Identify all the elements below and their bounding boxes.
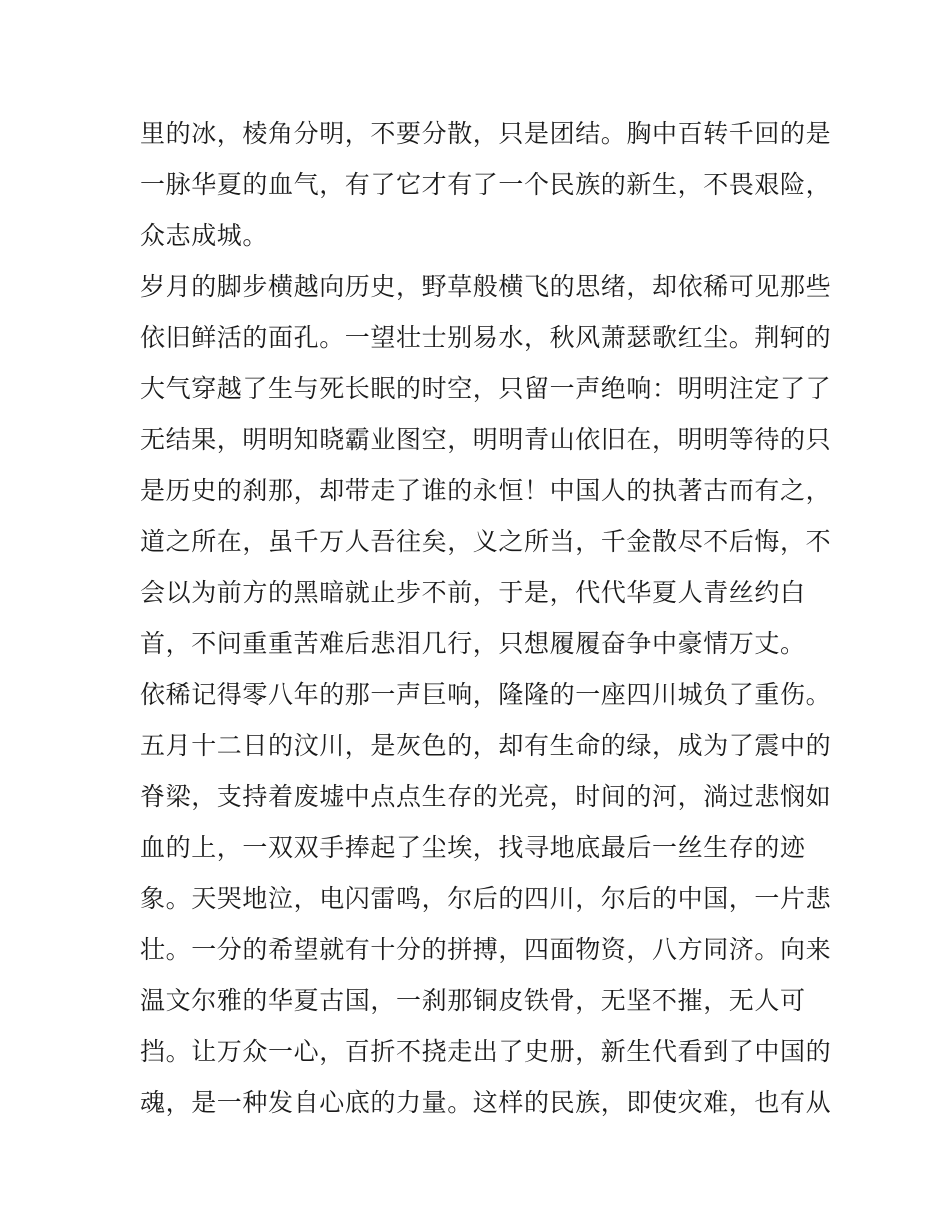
body-text — [140, 108, 832, 1128]
text-line: 无结果，明明知晓霸业图空，明明青山依旧在，明明等待的只 — [140, 425, 832, 454]
text-line: 道之所在，虽千万人吾往矣，义之所当，千金散尽不后悔，不 — [140, 527, 832, 556]
text-line: 象。天哭地泣，电闪雷鸣，尔后的四川，尔后的中国，一片悲 — [140, 884, 832, 913]
text-line: 依稀记得零八年的那一声巨响，隆隆的一座四川城负了重伤。 — [140, 680, 832, 709]
text-line: 首，不问重重苦难后悲泪几行，只想履履奋争中豪情万丈。 — [140, 629, 806, 658]
text-line: 岁月的脚步横越向历史，野草般横飞的思绪，却依稀可见那些 — [140, 272, 832, 301]
text-line: 挡。让万众一心，百折不挠走出了史册，新生代看到了中国的 — [140, 1037, 832, 1066]
text-line: 会以为前方的黑暗就止步不前，于是，代代华夏人青丝约白 — [140, 578, 806, 607]
text-line: 魂，是一种发自心底的力量。这样的民族，即使灾难，也有从 — [140, 1088, 832, 1117]
text-line: 大气穿越了生与死长眠的时空，只留一声绝响：明明注定了了 — [140, 374, 832, 403]
text-line: 里的冰，棱角分明，不要分散，只是团结。胸中百转千回的是 — [140, 119, 832, 148]
text-line: 壮。一分的希望就有十分的拼搏，四面物资，八方同济。向来 — [140, 935, 832, 964]
text-line: 血的上，一双双手捧起了尘埃，找寻地底最后一丝生存的迹 — [140, 833, 806, 862]
text-line: 是历史的刹那，却带走了谁的永恒！中国人的执著古而有之， — [140, 476, 832, 505]
text-line: 温文尔雅的华夏古国，一刹那铜皮铁骨，无坚不摧，无人可 — [140, 986, 806, 1015]
text-line: 依旧鲜活的面孔。一望壮士别易水，秋风萧瑟歌红尘。荆轲的 — [140, 323, 832, 352]
text-line: 众志成城。 — [140, 221, 269, 250]
text-line: 脊梁，支持着废墟中点点生存的光亮，时间的河，淌过悲悯如 — [140, 782, 832, 811]
text-line: 五月十二日的汶川，是灰色的，却有生命的绿，成为了震中的 — [140, 731, 832, 760]
text-line: 一脉华夏的血气，有了它才有了一个民族的新生，不畏艰险， — [140, 170, 832, 199]
